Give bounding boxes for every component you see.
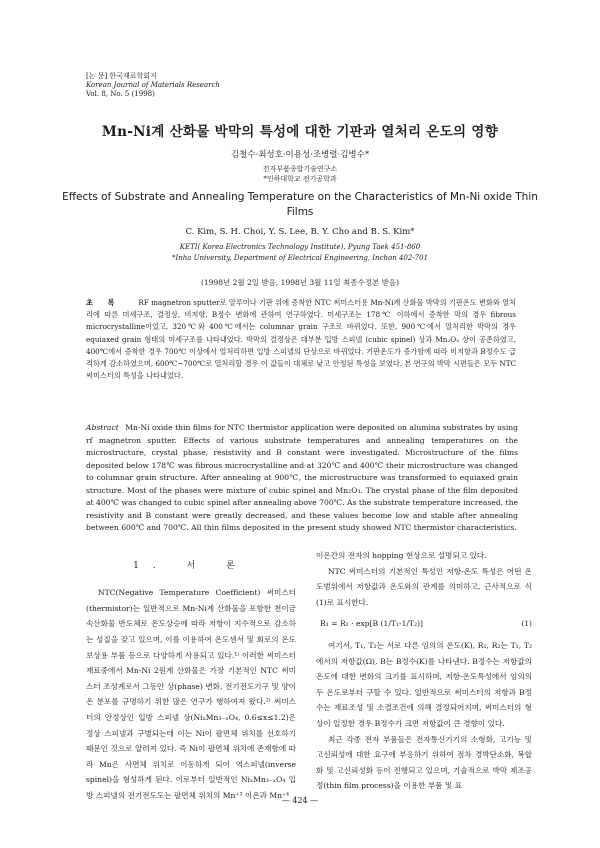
abstract-english-text: Mn-Ni oxide thin films for NTC thermistor application were deposited on alumina substrates by using rf magnetron sputter. Effects of various substrate temperatures and annealing temperatures on the microstructure, crystal phase, resistivity and B constant were investigated. Microstructure of the films deposited below 178℃ was fibrous microcrystalline and at 320℃ and 400℃ their microstructure was changed to columnar grain structure. After annealing at 900℃, the microstructure was transformed to equiaxed grain structure. Most of the phases were mixture of cubic spinel and Mn₂O₃. The crystal phase of the film deposited at 400℃ was changed to cubic spinel after annealing above 700℃. As the substrate temperature increased, the resistivity and B constant were greatly decreased, and these values become low and stable after annealing between 600℃ and 700℃. All thin films deposited in the present study showed NTC thermistor characteristics. [86, 423, 518, 532]
intro-paragraph: NTC(Negative Temperature Coefficient) 써미스터(thermistor)는 일반적으로 Mn-Ni계 산화물을 포함한 천이금속산화물 반도체로 온도상승에 따라 저항이 지수적으로 감소하는 성질을 갖고 있으며, 이를 이용하여 온도센서 및 회로의 온도보상용 부품 등으로 다양하게 사용되고 있다.¹⁾ 이러한 써미스터 재료중에서 Mn-Ni 2원계 산화물은 가장 기본적인 NTC 써미스터 조성계로서 그동안 상(phase) 변화, 전기전도기구 및 양이온 분포를 규명하기 위한 많은 연구가 행하여져 왔다.²⁾ 써미스터의 안정상인 입방 스피넬 상(NiₓMn₃₋ₓO₄, 0.6≤x≤1.2)은 정상 스피넬과 구별되는데 이는 Ni이 팔면체 위치를 선호하기 때문인 것으로 알려져 있다. 즉 Ni이 팔면체 위치에 존재함에 따라 Mn은 사면체 위치로 이동하게 되어 역스피넬(inverse spinel)을 형성하게 된다. 이로부터 일반적인 NiₓMn₃₋ₓO₄ 입방 스피넬의 전기전도도는 팔면체 위치의 Mn⁺³ 이온과 Mn⁺⁴ [86, 588, 296, 801]
right-paragraph-0: 이온간의 전자의 hopping 현상으로 설명되고 있다. [316, 551, 487, 560]
abstract-korean [86, 297, 516, 382]
authors-korean: 김철수·최성호·이용성·조병렬·김병수* [230, 150, 370, 160]
abstract-english-label: Abstract [86, 423, 119, 432]
page-number: — 424 — [281, 796, 319, 805]
authors-english: C. Kim, S. H. Choi, Y. S. Lee, B. Y. Cho and B. S. Kim* [185, 227, 415, 237]
journal-header [86, 72, 220, 99]
journal-line-1: [논 문] 한국재료학회지 [86, 72, 157, 80]
title-english: Effects of Substrate and Annealing Temperature on the Characteristics of Mn-Ni oxide Thin Films [62, 191, 538, 218]
journal-line-2: Korean Journal of Materials Research [86, 81, 220, 89]
right-paragraph-3: 최근 각종 전자 부품들은 전자통신기기의 소형화, 고기능 및 고신뢰성에 대한 요구에 부응하기 위하여 점차 경박단소화, 복합화 및 고신뢰성화 등이 진행되고 있으며, 기술적으로 박막 제조공정(thin film process)을 이용한 부품 및 표 [316, 734, 532, 791]
left-column [86, 558, 296, 804]
abstract-korean-text: RF magnetron sputter로 알루미나 기판 위에 증착한 NTC 써미스터용 Mn-Ni계 산화물 박막의 기판온도 변화와 열처리에 따른 미세구조, 결정상, 비저항, B정수 변화에 관하여 연구하였다. 미세구조는 178℃ 이하에서 증착한 막의 경우 fibrous microcrystalline이었고, 320℃와 400℃에서는 columnar grain 구조로 바뀌었다. 또한, 900℃에서 열처리한 박막의 경우 equiaxed grain 형태의 미세구조를 나타내었다. 박막의 결정상은 대부분 입방 스피넬 (cubic spinel) 상과 Mn₂O₃ 상이 공존하였고, 400℃에서 증착한 경우 700℃ 이상에서 열처리하면 입방 스피넬의 단상으로 바뀌었다. 기판온도가 증가함에 따라 비저항과 B정수도 급격하게 감소하였으며, 600℃~700℃로 열처리할 경우 이 값들이 대체로 낮고 안정된 특성을 보였다. 본 연구의 박막 시편들은 모두 NTC 써미스터의 특성을 나타내었다. [86, 298, 516, 381]
journal-line-3: Vol. 8, No. 5 (1998) [86, 90, 155, 98]
affiliation-korean [0, 164, 600, 184]
section-heading-introduction: 1. 서 론 [133, 561, 249, 571]
equation-body: R₁ = R₂ · exp[B (1/T₁-1/T₂)] [320, 619, 424, 629]
affiliation-korean-2: *인하대학교 전기공학과 [263, 175, 337, 183]
abstract-korean-label: 초 록 [86, 298, 121, 307]
right-paragraph-1: NTC 써미스터의 기본적인 특성인 저항-온도 특성은 어떤 온도범위에서 저항값과 온도와의 관계를 의미하고, 근사적으로 식 (1)로 표시한다. [316, 566, 532, 607]
equation-number: (1) [521, 619, 532, 629]
affiliation-english-2: *Inha University, Department of Electrical Engineering, Inchon 402-701 [171, 254, 429, 262]
equation-1 [320, 616, 532, 632]
title-korean: Mn-Ni계 산화물 박막의 특성에 대한 기판과 열처리 온도의 영향 [101, 124, 499, 140]
affiliation-korean-1: 전자부품종합기술연구소 [262, 165, 338, 173]
received-dates: (1998년 2월 2일 받음, 1998년 3월 11일 최종수정본 받음) [200, 278, 399, 287]
affiliation-english [0, 242, 600, 264]
affiliation-english-1: KETI( Korea Electronics Technology Institute), Pyung Taek 451-860 [179, 243, 421, 251]
right-paragraph-2: 여기서, T₁, T₂는 서로 다른 임의의 온도(K), R₁, R₂는 T₁, T₂에서의 저항값(Ω), B는 B정수(K)를 나타낸다. B정수는 저항값의 온도에 대한 변화의 크기를 표시하며, 저항-온도특성에서 임의의 두 온도로부터 구할 수 있다. 일반적으로 써미스터의 저항과 B정수는 재료조성 및 소결조건에 의해 결정되어지며, 써미스터의 형상이 일정한 경우 B정수가 크면 저항값이 큰 경향이 있다. [316, 640, 532, 728]
abstract-english [86, 422, 518, 535]
right-column [316, 548, 532, 794]
